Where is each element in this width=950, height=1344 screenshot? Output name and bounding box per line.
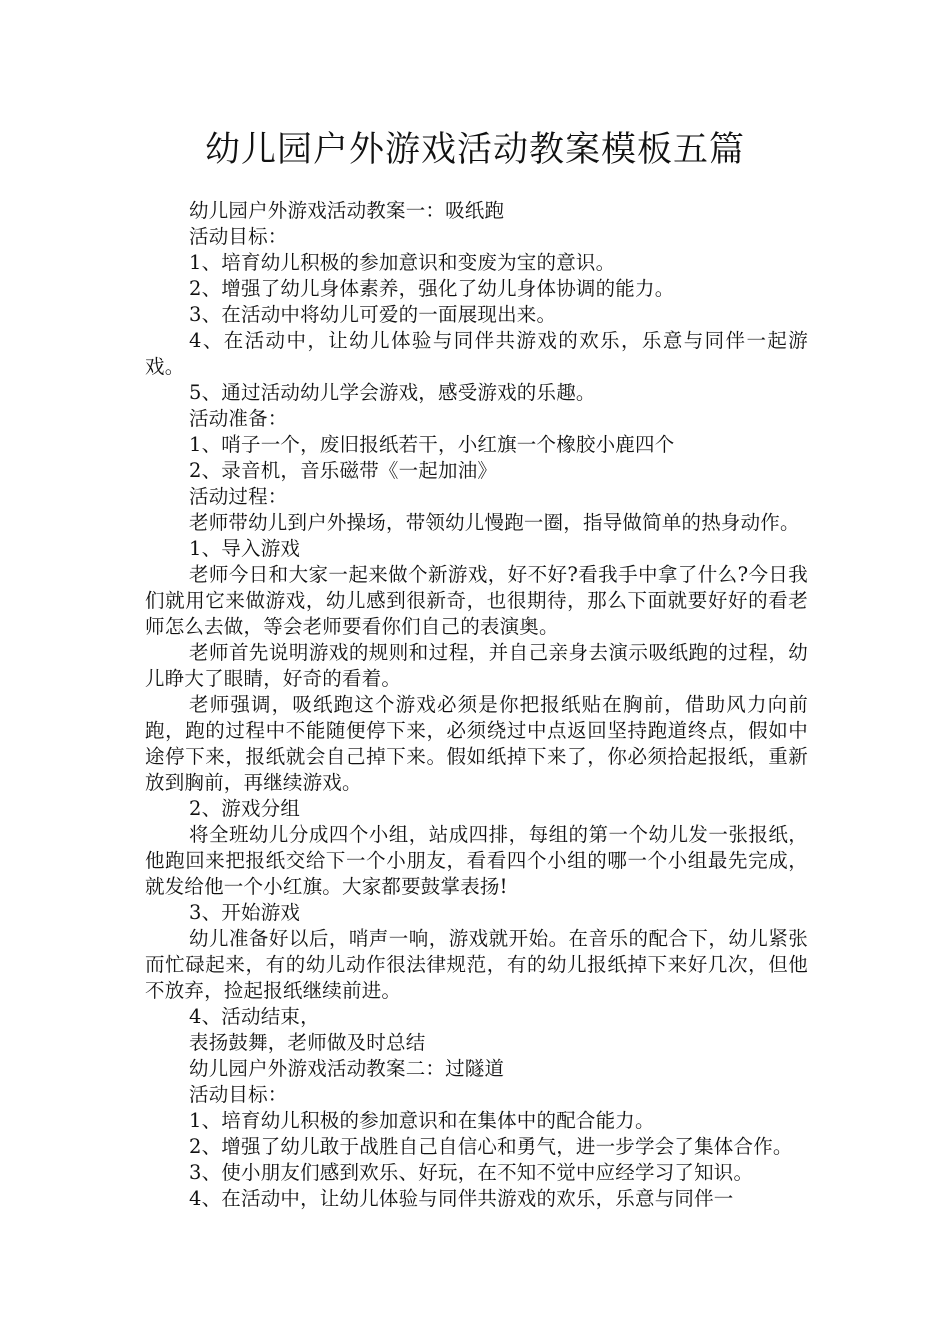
paragraph: 幼儿准备好以后，哨声一响，游戏就开始。在音乐的配合下，幼儿紧张而忙碌起来，有的幼儿动作很法律规范，有的幼儿报纸掉下来好几次，但他不放弃，捡起报纸继续前进。 <box>145 927 808 1002</box>
paragraph: 活动目标： <box>189 1083 288 1106</box>
paragraph: 幼儿园户外游戏活动教案二：过隧道 <box>189 1057 505 1080</box>
paragraph: 幼儿园户外游戏活动教案一：吸纸跑 <box>189 199 505 222</box>
paragraph: 活动过程： <box>189 485 288 508</box>
document-body <box>145 198 808 1212</box>
paragraph: 老师带幼儿到户外操场，带领幼儿慢跑一圈，指导做简单的热身动作。 <box>189 511 800 534</box>
paragraph: 1、培育幼儿积极的参加意识和变废为宝的意识。 <box>189 251 616 274</box>
paragraph: 1、哨子一个，废旧报纸若干，小红旗一个橡胶小鹿四个 <box>189 433 675 456</box>
paragraph: 活动准备： <box>189 407 288 430</box>
paragraph: 将全班幼儿分成四个小组，站成四排，每组的第一个幼儿发一张报纸，他跑回来把报纸交给下一个小朋友，看看四个小组的哪一个小组最先完成，就发给他一个小红旗。大家都要鼓掌表扬! <box>145 823 808 898</box>
paragraph: 老师今日和大家一起来做个新游戏，好不好?看我手中拿了什么?今日我们就用它来做游戏，幼儿感到很新奇，也很期待，那么下面就要好好的看老师怎么去做，等会老师要看你们自己的表演奥。 <box>145 563 808 638</box>
paragraph: 5、通过活动幼儿学会游戏，感受游戏的乐趣。 <box>189 381 596 404</box>
paragraph: 老师首先说明游戏的规则和过程，并自己亲身去演示吸纸跑的过程，幼儿睁大了眼睛，好奇的看着。 <box>145 641 808 690</box>
paragraph: 4、在活动中，让幼儿体验与同伴共游戏的欢乐，乐意与同伴一 <box>189 1187 734 1210</box>
paragraph: 活动目标： <box>189 225 288 248</box>
paragraph: 4、活动结束， <box>189 1005 320 1028</box>
paragraph: 老师强调，吸纸跑这个游戏必须是你把报纸贴在胸前，借助风力向前跑，跑的过程中不能随便停下来，必须绕过中点返回坚持跑道终点，假如中途停下来，报纸就会自己掉下来。假如纸掉下来了，你必须拾起报纸，重新放到胸前，再继续游戏。 <box>145 693 808 794</box>
paragraph: 1、导入游戏 <box>189 537 301 560</box>
document-title: 幼儿园户外游戏活动教案模板五篇 <box>204 130 745 170</box>
paragraph: 3、使小朋友们感到欢乐、好玩，在不知不觉中应经学习了知识。 <box>189 1161 754 1184</box>
paragraph: 1、培育幼儿积极的参加意识和在集体中的配合能力。 <box>189 1109 655 1132</box>
paragraph: 3、在活动中将幼儿可爱的一面展现出来。 <box>189 303 557 326</box>
paragraph: 3、开始游戏 <box>189 901 301 924</box>
paragraph: 2、游戏分组 <box>189 797 301 820</box>
paragraph: 2、增强了幼儿身体素养，强化了幼儿身体协调的能力。 <box>189 277 675 300</box>
paragraph: 表扬鼓舞，老师做及时总结 <box>189 1031 426 1054</box>
paragraph: 4、在活动中，让幼儿体验与同伴共游戏的欢乐，乐意与同伴一起游戏。 <box>145 329 808 378</box>
paragraph: 2、增强了幼儿敢于战胜自己自信心和勇气，进一步学会了集体合作。 <box>189 1135 793 1158</box>
paragraph: 2、录音机，音乐磁带《一起加油》 <box>189 459 498 482</box>
